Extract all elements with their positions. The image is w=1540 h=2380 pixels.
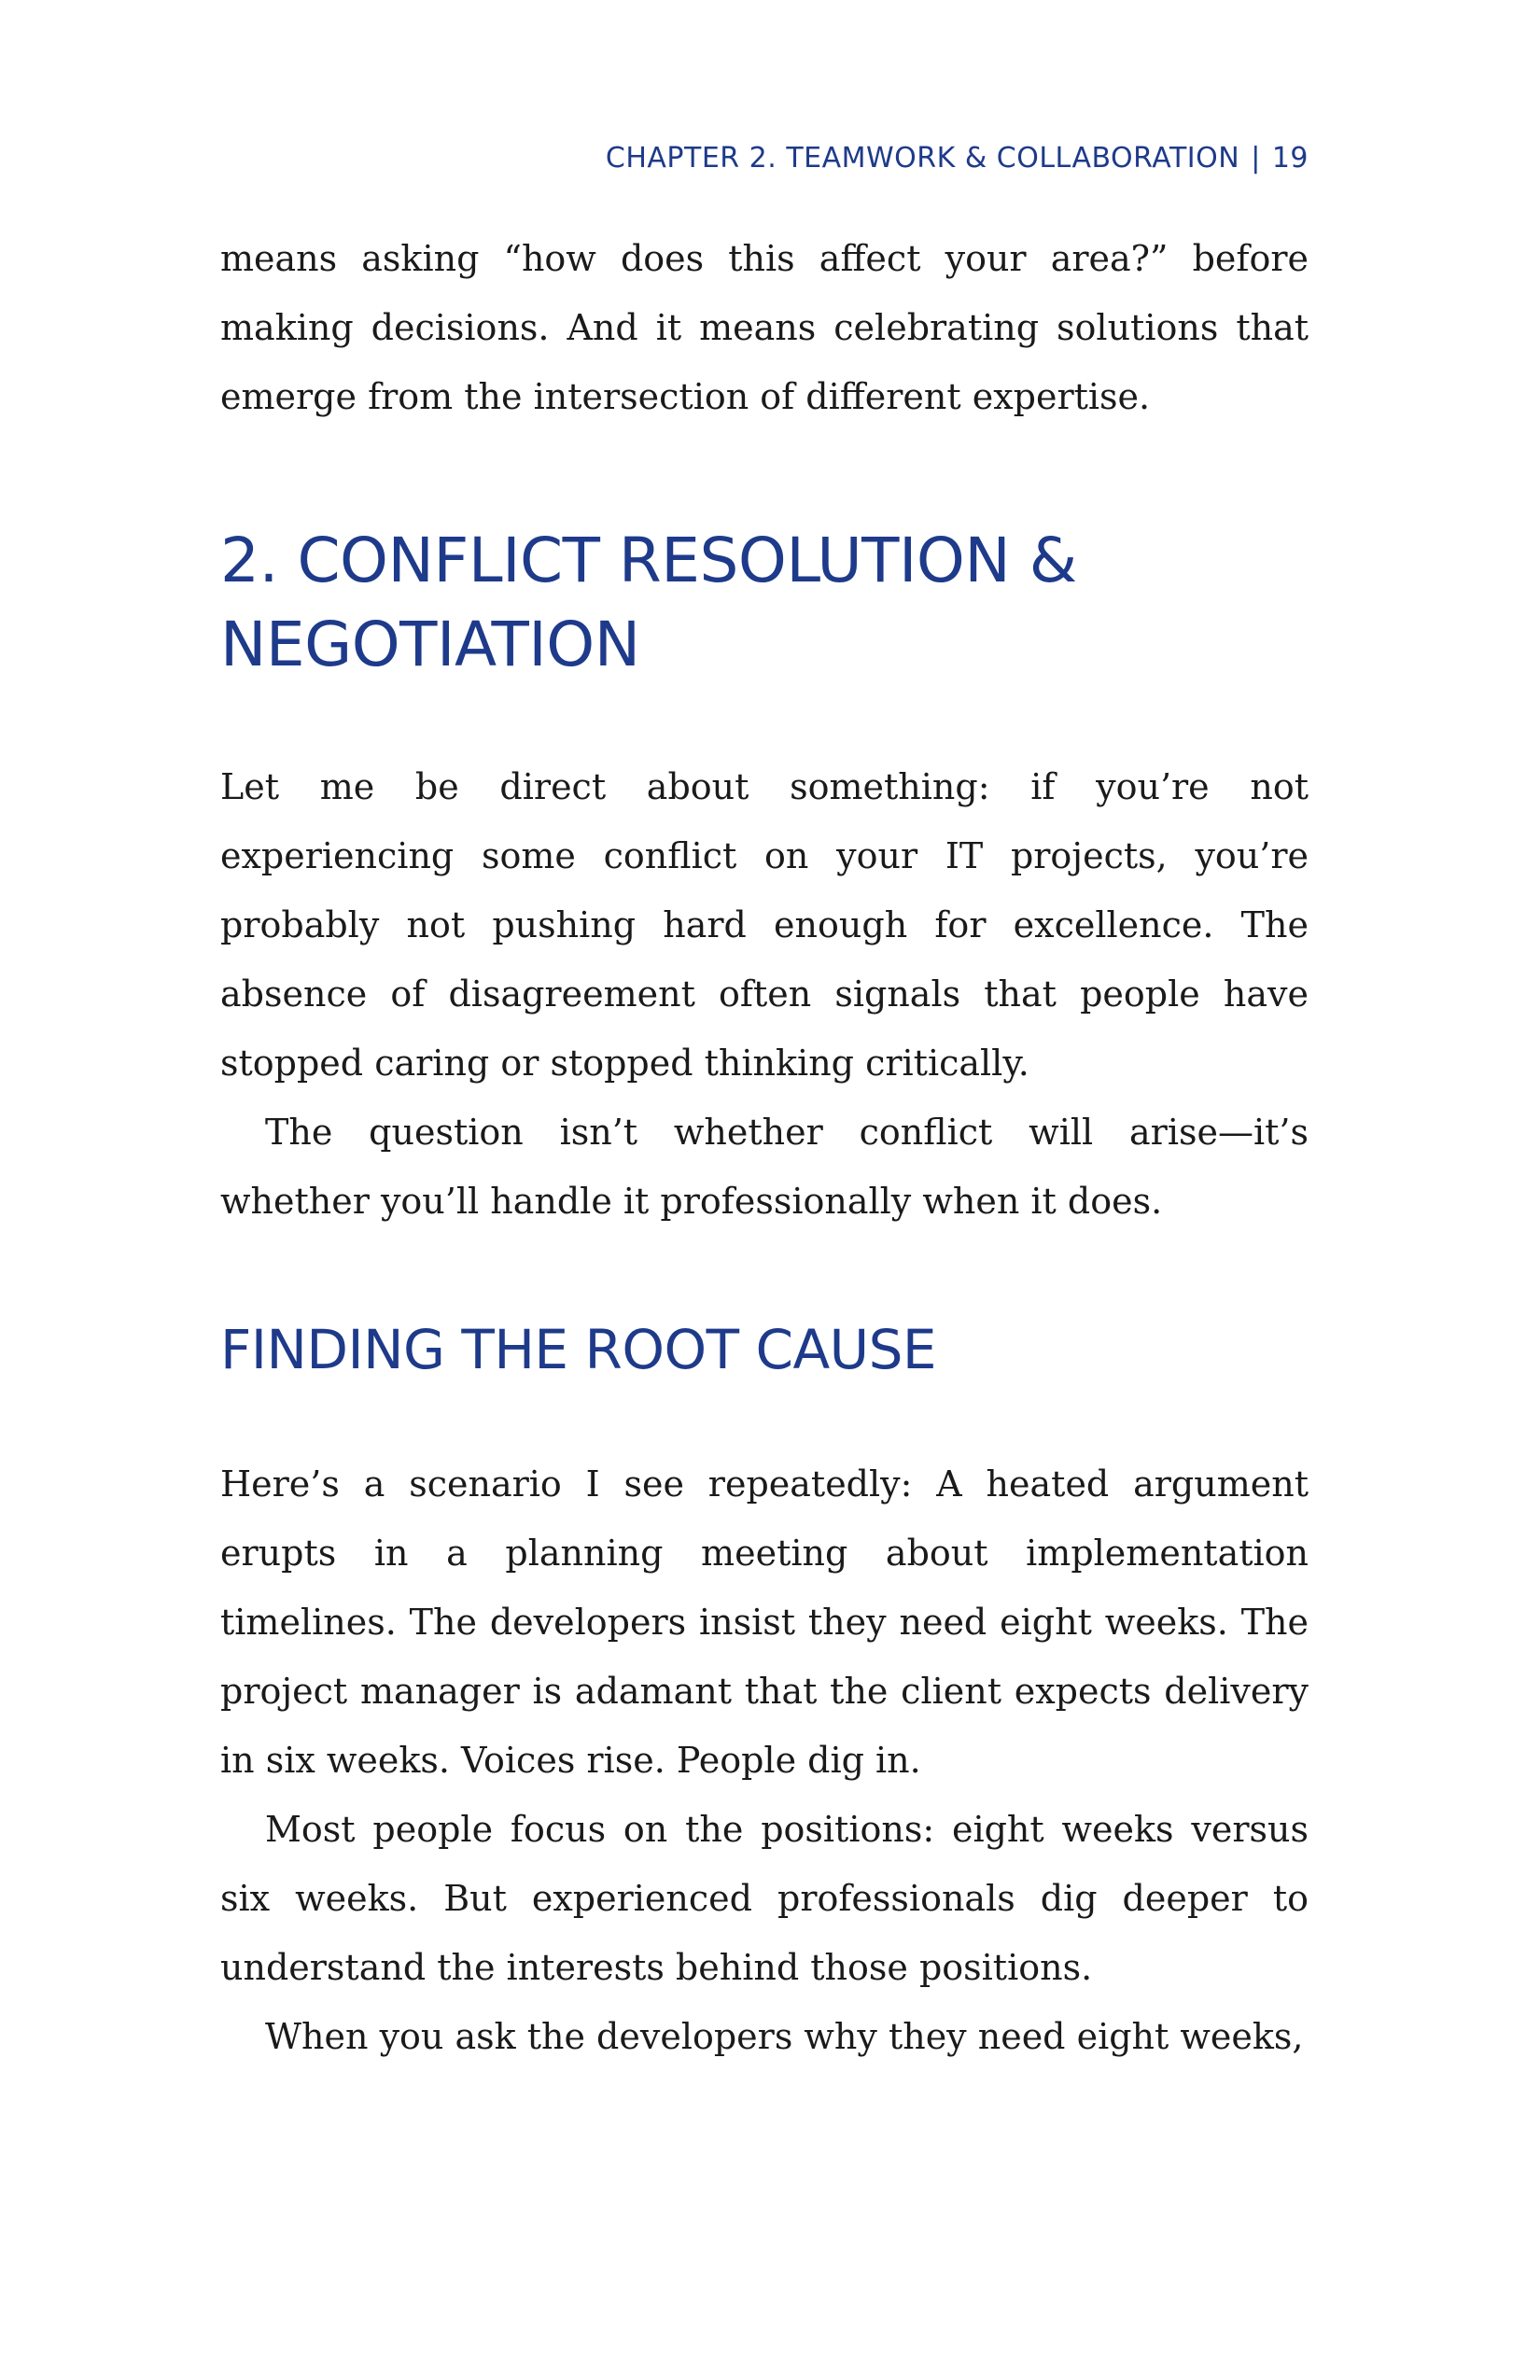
subsection-heading: FINDING THE ROOT CAUSE (220, 1318, 937, 1381)
running-header (220, 142, 1309, 175)
page-number: 19 (1271, 142, 1309, 175)
subsection-paragraph: Most people focus on the positions: eight weeks versus six weeks. But experienced professionals dig deeper to understand the interests behind those positions. (220, 1809, 1309, 1988)
opening-paragraph: means asking “how does this affect your area?” before making decisions. And it means celebrating solutions that emerge from the intersection of different expertise. (220, 238, 1309, 417)
chapter-title: CHAPTER 2. TEAMWORK & COLLABORATION (605, 142, 1240, 175)
subsection-paragraph: Here’s a scenario I see repeatedly: A heated argument erupts in a planning meeting about implementation timelines. The developers insist they need eight weeks. The project manager is adamant that the client expects delivery in six weeks. Voices rise. People dig in. (220, 1463, 1309, 1781)
section-paragraph: The question isn’t whether conflict will arise—it’s whether you’ll handle it professionally when it does. (220, 1112, 1309, 1222)
section-paragraph: Let me be direct about something: if you’re not experiencing some conflict on your IT projects, you’re probably not pushing hard enough for excellence. The absence of disagreement often signals that people have stopped caring or stopped thinking critically. (220, 766, 1309, 1084)
subsection-body (220, 1449, 1309, 2071)
subsection-paragraph: When you ask the developers why they need eight weeks, (265, 2016, 1304, 2057)
section-body (220, 752, 1309, 1236)
header-separator: | (1251, 142, 1261, 175)
opening-paragraph-block (220, 224, 1309, 431)
section-heading: 2. CONFLICT RESOLUTION & NEGOTIATION (220, 525, 1077, 680)
